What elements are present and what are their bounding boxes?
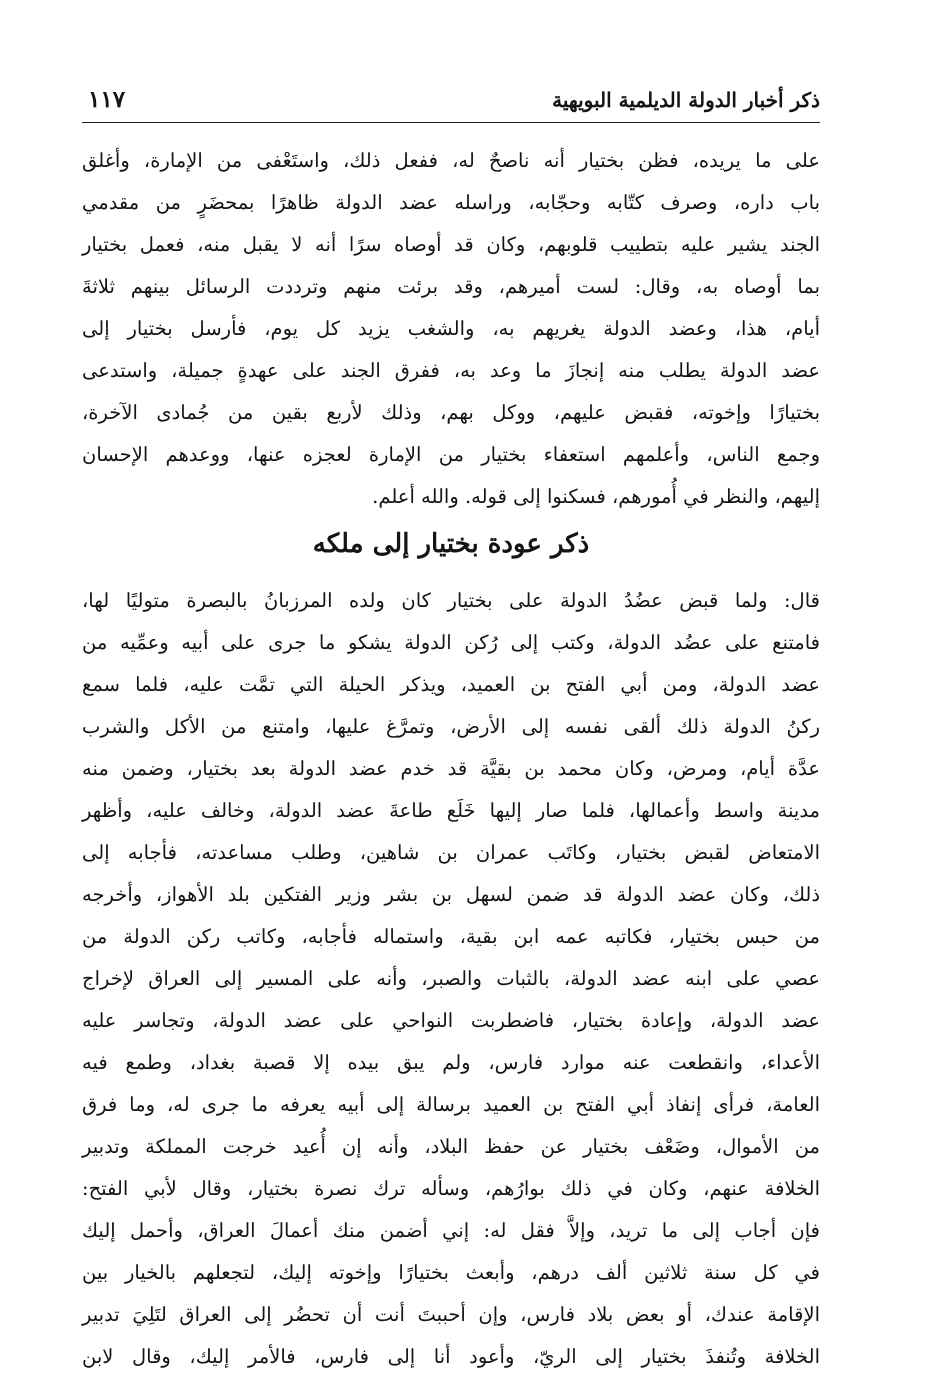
text-line: عضد الدولة يطلب منه إنجازَ ما وعد به، ففرق الجند على عهدةٍ جميلة، واستدعى — [82, 359, 820, 382]
text-line: فإن أجاب إلى ما تريد، وإلاَّ فقل له: إني أضمن منك أعمالَ العراق، وأحمل إليك — [82, 1219, 820, 1242]
text-line: على ما يريده، فظن بختيار أنه ناصحٌ له، ففعل ذلك، واستَعْفى من الإمارة، وأغلق — [82, 149, 820, 172]
paragraph-2 — [82, 580, 820, 1378]
paragraph-1 — [82, 140, 820, 518]
text-line: الامتعاض لقبض بختيار، وكاتَب عمران بن شاهين، وطلب مساعدته، فأجابه إلى — [82, 841, 820, 864]
text-line: ركنُ الدولة ذلك ألقى نفسه إلى الأرض، وتمرَّغ عليها، وامتنع من الأكل والشرب — [82, 715, 820, 738]
text-line: بما أوصاه به، وقال: لست أميرهم، وقد برئت منهم وترددت الرسائل بينهم ثلاثةَ — [82, 275, 820, 298]
text-line: فامتنع على عضُد الدولة، وكتب إلى رُكن الدولة يشكو ما جرى على أبيه وعمِّيه من — [82, 631, 820, 654]
text-line: قال: ولما قبض عضُدُ الدولة على بختيار كان ولده المرزبانُ بالبصرة متوليًا لها، — [82, 589, 820, 612]
text-line: أيام، هذا، وعضد الدولة يغريهم به، والشغب يزيد كل يوم، فأرسل بختيار إلى — [82, 317, 820, 340]
text-line: باب داره، وصرف كتّابه وحجّابه، وراسله عضد الدولة ظاهرًا بمحضَرٍ من مقدمي — [82, 191, 820, 214]
text-line: ذلك، وكان عضد الدولة قد ضمن لسهل بن بشر وزير الفتكين بلد الأهواز، وأخرجه — [82, 883, 820, 906]
page-number: ١١٧ — [88, 86, 126, 113]
text-line: مدينة واسط وأعمالها، فلما صار إليها خَلَع طاعةَ عضد الدولة، وخالف عليه، وأظهر — [82, 799, 820, 822]
text-line: عضد الدولة، وإعادة بختيار، فاضطربت النواحي على عضد الدولة، وتجاسر عليه — [82, 1009, 820, 1032]
text-line: الخلافة عنهم، وكان في ذلك بوارُهم، وسأله ترك نصرة بختيار، وقال لأبي الفتح: — [82, 1177, 820, 1200]
text-line: من حبس بختيار، فكاتبه عمه ابن بقية، واستماله فأجابه، وكاتب ركن الدولة من — [82, 925, 820, 948]
text-line: عضد الدولة، ومن أبي الفتح بن العميد، ويذكر الحيلة التي تمَّت عليه، فلما سمع — [82, 673, 820, 696]
text-line: عصي على ابنه عضد الدولة، بالثبات والصبر، وأنه على المسير إلى العراق لإخراج — [82, 967, 820, 990]
text-line: الإقامة عندك، أو بعض بلاد فارس، وإن أحببتَ أنت أن تحضُر إلى العراق لتَلِيَ تدبير — [82, 1303, 820, 1326]
section-heading: ذكر عودة بختيار إلى ملكه — [312, 529, 590, 559]
text-line: بختيارًا وإخوته، فقبض عليهم، ووكل بهم، وذلك لأربع بقين من جُمادى الآخرة، — [82, 401, 820, 424]
text-line: من الأموال، وضَعْف بختيار عن حفظ البلاد، وأنه إن أُعيد خرجت المملكة وتدبير — [82, 1135, 820, 1158]
text-line: الأعداء، وانقطعت عنه موارد فارس، ولم يبق بيده إلا قصبة بغداد، وطمع فيه — [82, 1051, 820, 1074]
text-line: الخلافة وتُنفذَ بختيار إلى الريّ، وأعود أنا إلى فارس، فالأمر إليك، وقال لابن — [82, 1345, 820, 1368]
text-line: وجمع الناس، وأعلمهم استعفاء بختيار من الإمارة لعجزه عنها، ووعدهم الإحسان — [82, 443, 820, 466]
text-line: عدَّة أيام، ومرض، وكان محمد بن بقيَّة قد خدم عضد الدولة بعد بختيار، وضمن منه — [82, 757, 820, 780]
running-header — [82, 82, 820, 123]
text-line: الجند يشير عليه بتطييب قلوبهم، وكان قد أوصاه سرًا أنه لا يقبل منه، فعمل بختيار — [82, 233, 820, 256]
running-title: ذكر أخبار الدولة الديلمية البويهية — [552, 88, 820, 112]
text-line: إليهم، والنظر في أُمورهم، فسكنوا إلى قوله. والله أعلم. — [372, 485, 820, 508]
text-line: في كل سنة ثلاثين ألف درهم، وأبعث بختيارًا وإخوته إليك، لتجعلهم بالخيار بين — [82, 1261, 820, 1284]
text-line: العامة، فرأى إنفاذ أبي الفتح بن العميد برسالة إلى أبيه يعرفه ما جرى له، وما فرق — [82, 1093, 820, 1116]
